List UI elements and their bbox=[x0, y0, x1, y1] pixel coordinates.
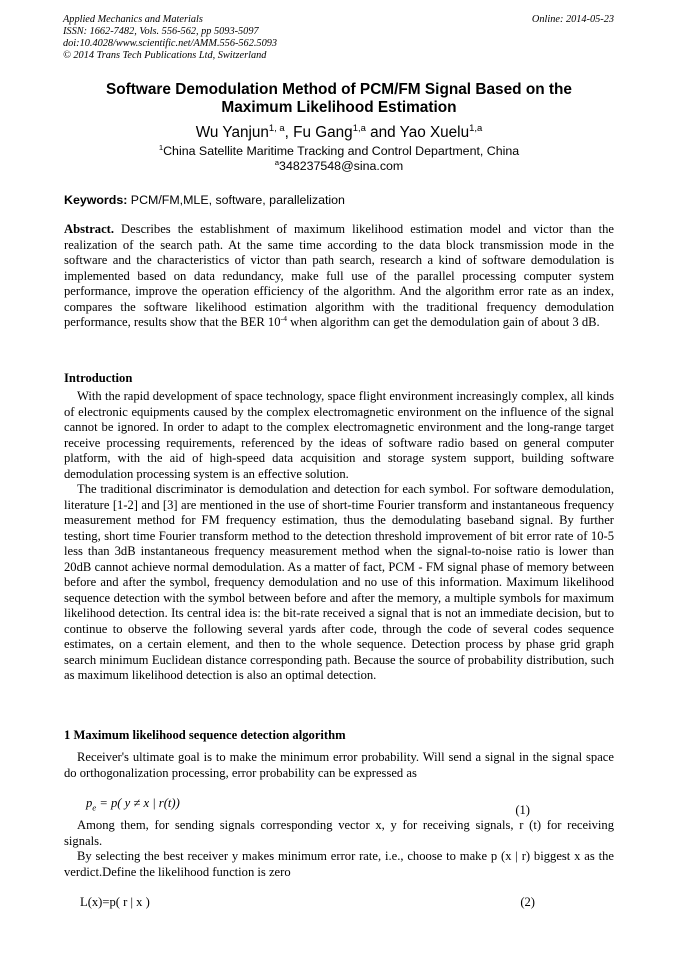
introduction-paragraph-1: With the rapid development of space technology, space flight environment increasingly complex, all kinds of electronic equipments caused by the complex electromagnetic environment on the influence of the signal cannot be ignored. In order to adapt to the complex electromagnetic environment and the long-range target receive processing requirements, referenced by the ideas of software radio based on general computer platform, with the aid of high-speed data acquisition and storage system support, building software demodulation processing system is an effective solution. bbox=[64, 389, 614, 481]
title-line-2: Maximum Likelihood Estimation bbox=[221, 99, 457, 116]
section-1-intro bbox=[64, 750, 614, 781]
affiliation-superscript: 1 bbox=[158, 142, 164, 152]
equation-2-expression: L(x)=p( r | x ) bbox=[80, 895, 150, 909]
author-2-superscript: 1,a bbox=[352, 122, 366, 134]
introduction-body bbox=[64, 389, 614, 684]
keywords-text: PCM/FM,MLE, software, parallelization bbox=[127, 193, 345, 207]
email-text: 348237548@sina.com bbox=[279, 159, 404, 173]
equation-2-number: (2) bbox=[520, 895, 535, 909]
section-1-paragraph-2: Among them, for sending signals corresponding vector x, y for receiving signals, r (t) for receiving signals. bbox=[64, 818, 614, 848]
author-3: and Yao Xuelu bbox=[365, 124, 470, 141]
abstract-text: Describes the establishment of maximum likelihood estimation model and victor than the realization of the search path. At the same time according to the data block transmission mode in the software and the characteristics of victor than path search, research a kind of software demodulation is implemented based on data redundancy, make full use of the parallel processing computer system performance, improve the operation efficiency of the algorithm. And the algorithm error rate as an index, compares the software likelihood estimation algorithm with the traditional frequency demodulation performance, results show that the BER 10 bbox=[64, 222, 614, 329]
journal-header bbox=[63, 14, 614, 62]
copyright-line: © 2014 Trans Tech Publications Ltd, Switzerland bbox=[63, 50, 267, 61]
abstract-superscript: -4 bbox=[280, 313, 287, 323]
author-1-superscript: 1, a bbox=[268, 122, 285, 134]
title-line-1: Software Demodulation Method of PCM/FM Signal Based on the bbox=[105, 81, 572, 98]
introduction-heading: Introduction bbox=[64, 371, 133, 385]
email-superscript: a bbox=[274, 157, 280, 167]
equation-1-expression: $p_e = p$( y ≠ x | r(t)) bbox=[86, 796, 180, 813]
abstract-text-end: when algorithm can get the demodulation gain of about 3 dB. bbox=[287, 315, 600, 329]
affiliation-text: China Satellite Maritime Tracking and Control Department, China bbox=[163, 144, 520, 158]
affiliation bbox=[40, 143, 638, 159]
introduction-paragraph-2: The traditional discriminator is demodulation and detection for each symbol. For software demodulation, literature [1-2] and [3] are mentioned in the use of short-time Fourier transform and instantaneous frequency measurement method for FM frequency estimation, thus the demodulating baseband signal. By further testing, short time Fourier transform method to the detection threshold improvement of bit error rate of 10-5 less than 3dB instantaneous frequency measurement method when the signal-to-noise ratio is lower than 20dB cannot achieve normal demodulation. As a matter of fact, PCM - FM signal phase of memory between before and after the symbol, frequency demodulation and no use of this information. Maximum likelihood sequence detection with the symbol between before and after the memory, a multiple symbols for maximum likelihood detection. Its central idea is: the bit-rate received a signal that is not an immediate decision, but to continue to observe the following several yards after code, through the code of several codes sequence estimates, on a certain element, and then to the whole sequence. Detection process by phase grid graph search minimum Euclidean distance corresponding path. Because the source of probability distribution, such as maximum likelihood detection is also an optimal detection. bbox=[64, 482, 614, 682]
section-1-paragraph-1: Receiver's ultimate goal is to make the minimum error probability. Will send a signal in the signal space do orthogonalization processing, error probability can be expressed as bbox=[64, 750, 614, 780]
author-3-superscript: 1,a bbox=[469, 122, 483, 134]
journal-name: Applied Mechanics and Materials bbox=[63, 14, 203, 25]
equation-1-number: (1) bbox=[515, 803, 530, 817]
author-email bbox=[40, 158, 638, 174]
abstract-label: Abstract. bbox=[64, 222, 115, 236]
section-1-heading: 1 Maximum likelihood sequence detection algorithm bbox=[64, 728, 346, 742]
paper-title bbox=[40, 81, 638, 117]
abstract bbox=[64, 222, 614, 331]
online-date: Online: 2014-05-23 bbox=[531, 14, 614, 25]
section-1-paragraph-3: By selecting the best receiver y makes minimum error rate, i.e., choose to make p (x | r) biggest x as the verdict.Define the likelihood function is zero bbox=[64, 849, 614, 879]
keywords bbox=[64, 192, 614, 208]
issn-line: ISSN: 1662-7482, Vols. 556-562, pp 5093-5097 bbox=[63, 26, 259, 37]
section-1-body bbox=[64, 818, 614, 880]
author-2: , Fu Gang bbox=[284, 124, 353, 141]
doi-line: doi:10.4028/www.scientific.net/AMM.556-562.5093 bbox=[63, 38, 278, 49]
author-list bbox=[40, 124, 638, 142]
author-1: Wu Yanjun bbox=[195, 124, 269, 141]
keywords-label: Keywords: bbox=[64, 193, 128, 207]
